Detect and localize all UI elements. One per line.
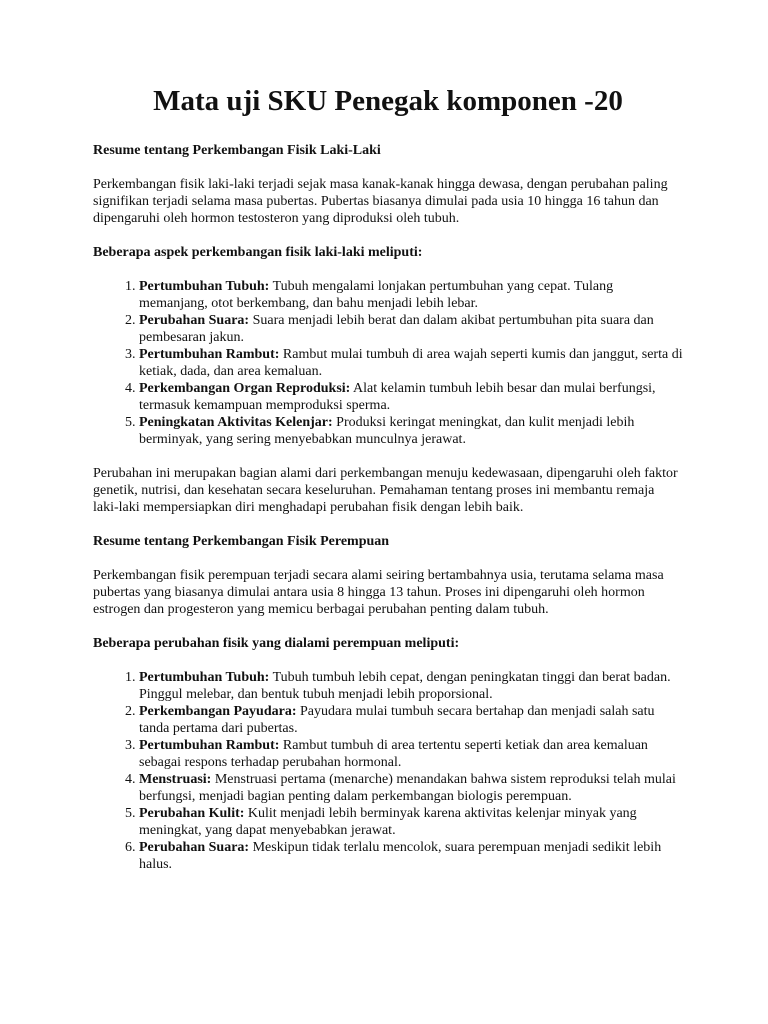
list-item-term: Pertumbuhan Rambut: bbox=[139, 738, 280, 753]
list-item-text: Suara menjadi lebih berat dan dalam akibat pertumbuhan pita suara dan pembesaran jakun. bbox=[139, 313, 654, 345]
list-item-term: Perkembangan Organ Reproduksi: bbox=[139, 381, 351, 396]
list-heading-perempuan: Beberapa perubahan fisik yang dialami perempuan meliputi: bbox=[93, 636, 460, 651]
list-item-text: Rambut mulai tumbuh di area wajah seperti kumis dan janggut, serta di ketiak, dada, dan area kemaluan. bbox=[139, 347, 683, 379]
list-item bbox=[139, 414, 683, 448]
list-item-text: Tubuh mengalami lonjakan pertumbuhan yang cepat. Tulang memanjang, otot berkembang, dan bahu menjadi lebih lebar. bbox=[139, 279, 614, 311]
list-item-text: Menstruasi pertama (menarche) menandakan bahwa sistem reproduksi telah mulai berfungsi, menjadi bagian penting dalam perkembangan biologis perempuan. bbox=[139, 772, 676, 804]
list-item-text: Tubuh tumbuh lebih cepat, dengan peningkatan tinggi dan berat badan. Pinggul melebar, dan bentuk tubuh menjadi lebih proporsional. bbox=[139, 670, 671, 702]
list-item-text: Alat kelamin tumbuh lebih besar dan mulai berfungsi, termasuk kemampuan memproduksi sperma. bbox=[139, 381, 656, 413]
list-item-term: Pertumbuhan Tubuh: bbox=[139, 670, 270, 685]
list-item bbox=[139, 346, 683, 380]
section-intro-laki: Perkembangan fisik laki-laki terjadi sejak masa kanak-kanak hingga dewasa, dengan perubahan paling signifikan terjadi selama masa pubertas. Pubertas biasanya dimulai pada usia 10 hingga 16 tahun dan dipengaruhi oleh hormon testosteron yang diproduksi oleh tubuh. bbox=[93, 177, 668, 226]
list-item-term: Perkembangan Payudara: bbox=[139, 704, 297, 719]
list-item bbox=[139, 771, 683, 805]
page-title: Mata uji SKU Penegak komponen -20 bbox=[153, 85, 623, 117]
section-intro-perempuan: Perkembangan fisik perempuan terjadi secara alami seiring bertambahnya usia, terutama selama masa pubertas yang biasanya dimulai antara usia 8 hingga 13 tahun. Proses ini dipengaruhi oleh hormon estrogen dan progesteron yang memicu berbagai perubahan penting dalam tubuh. bbox=[93, 568, 664, 617]
list-item-term: Perubahan Suara: bbox=[139, 840, 250, 855]
list-item bbox=[139, 737, 683, 771]
list-item bbox=[139, 805, 683, 839]
list-item-term: Menstruasi: bbox=[139, 772, 212, 787]
list-item-term: Pertumbuhan Tubuh: bbox=[139, 279, 270, 294]
list-item-text: Produksi keringat meningkat, dan kulit menjadi lebih berminyak, yang sering menyebabkan munculnya jerawat. bbox=[139, 415, 635, 447]
list-heading-laki: Beberapa aspek perkembangan fisik laki-laki meliputi: bbox=[93, 245, 423, 260]
list-item bbox=[139, 312, 683, 346]
list-laki bbox=[93, 278, 683, 448]
list-item bbox=[139, 278, 683, 312]
section-heading-perempuan: Resume tentang Perkembangan Fisik Perempuan bbox=[93, 534, 390, 549]
list-perempuan bbox=[93, 669, 683, 873]
list-item bbox=[139, 669, 683, 703]
document-page bbox=[93, 84, 683, 873]
list-item-text: Rambut tumbuh di area tertentu seperti ketiak dan area kemaluan sebagai respons terhadap perubahan hormonal. bbox=[139, 738, 648, 770]
section-closing-laki: Perubahan ini merupakan bagian alami dari perkembangan menuju kedewasaan, dipengaruhi oleh faktor genetik, nutrisi, dan kesehatan secara keseluruhan. Pemahaman tentang proses ini membantu remaja laki-laki mempersiapkan diri menghadapi perubahan fisik dengan lebih baik. bbox=[93, 466, 678, 515]
list-item-text: Kulit menjadi lebih berminyak karena aktivitas kelenjar minyak yang meningkat, yang dapat menyebabkan jerawat. bbox=[139, 806, 637, 838]
list-item-text: Meskipun tidak terlalu mencolok, suara perempuan menjadi sedikit lebih halus. bbox=[139, 840, 662, 872]
list-item-text: Payudara mulai tumbuh secara bertahap dan menjadi salah satu tanda pertama dari pubertas. bbox=[139, 704, 655, 736]
list-item-term: Pertumbuhan Rambut: bbox=[139, 347, 280, 362]
list-item bbox=[139, 839, 683, 873]
section-heading-laki: Resume tentang Perkembangan Fisik Laki-Laki bbox=[93, 143, 381, 158]
list-item bbox=[139, 703, 683, 737]
list-item-term: Peningkatan Aktivitas Kelenjar: bbox=[139, 415, 333, 430]
list-item bbox=[139, 380, 683, 414]
list-item-term: Perubahan Kulit: bbox=[139, 806, 245, 821]
list-item-term: Perubahan Suara: bbox=[139, 313, 250, 328]
